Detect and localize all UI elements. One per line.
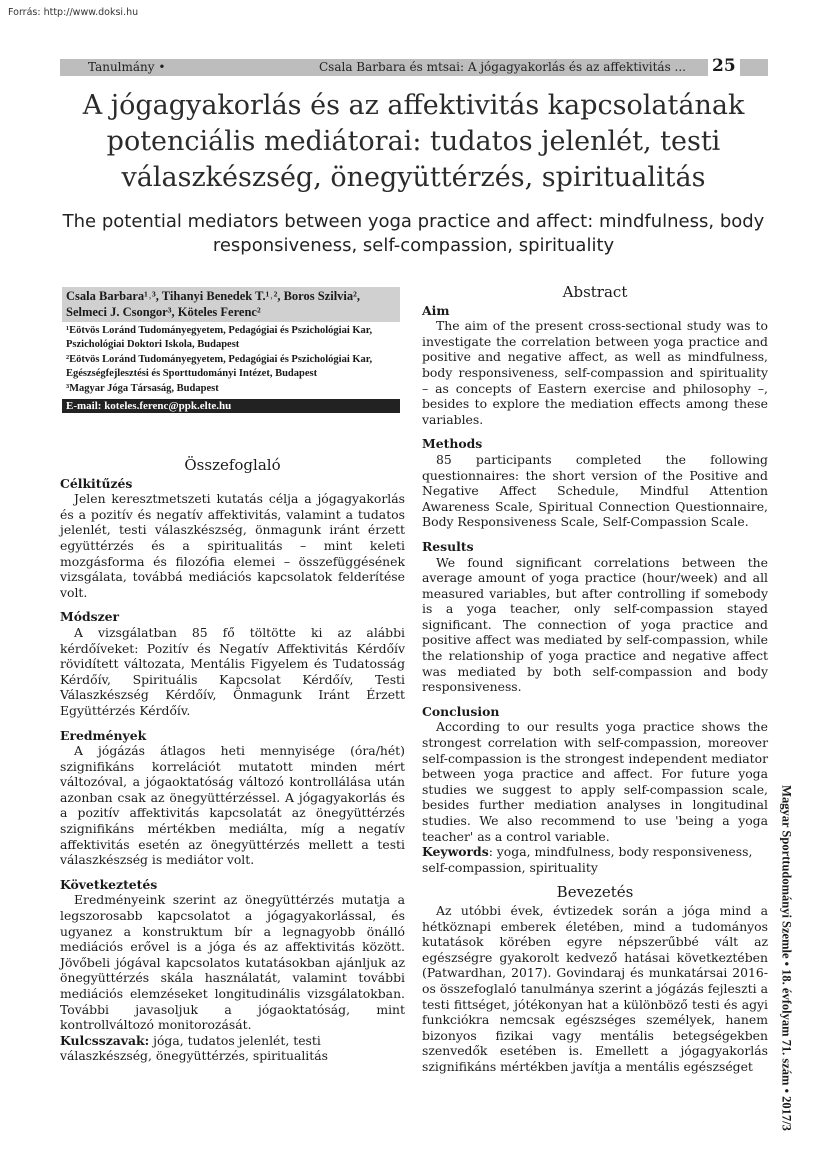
conclusion-heading-en: Conclusion	[422, 703, 500, 719]
keywords-text-en: : yoga, mindfulness, body responsiveness, self-compassion, spirituality	[422, 844, 753, 875]
keywords-hu	[60, 1033, 405, 1064]
source-note: Forrás: http://www.doksi.hu	[8, 7, 139, 18]
aim-text-hu: Jelen keresztmetszeti kutatás célja a jógagyakorlás és a pozitív és negatív affektivitás, valamint a tudatos jelenlét, testi válaszkészség, önmagunk iránt érzett együttérzés és a spiritualitás – mint keleti mozgásforma és filozófia elemei – összefüggésének vizsgálata, továbbá mediációs kapcsolatok felderítése volt.	[60, 491, 405, 600]
introduction-text: Az utóbbi évek, évtizedek során a jóga mind a hétköznapi emberek életében, mind a tudományos kutatások körében egyre népszerűbbé vált az egészségre gyakorolt kedvező hatásai következtében (Patwardhan, 2017). Govindaraj és munkatársai 2016-os összefoglaló tanulmánya szerint a jógázás fejleszti a testi fittséget, jótékonyan hat a különböző testi és agyi funkciókra nemcsak egészséges személyek, hanem bizonyos fizikai vagy mentális betegségekben szenvedők esetében is. Emellett a jógagyakorlás szignifikáns mértékben javítja a mentális egészséget	[422, 902, 768, 1074]
english-abstract	[422, 285, 768, 1075]
results-text-hu: A jógázás átlagos heti mennyisége (óra/hét) szignifikáns korrelációt mutatott minden mért változóval, a jógaoktatóság változó kontrollálása után azonban csak az önegyüttérzéssel. A jógagyakorlás és a pozitív affektivitás kapcsolatát az önegyüttérzés szignifikáns mértékben mediálta, míg a negatív affektivitás esetén az önegyüttérzés mellett a testi válaszkészség is mediátor volt.	[60, 743, 405, 868]
methods-text-hu: A vizsgálatban 85 fő töltötte ki az alábbi kérdőíveket: Pozitív és Negatív Affektivitás Kérdőív rövidített változata, Mentális Figyelem és Tudatosság Kérdőív, Spirituális Kapcsolat Kérdőív, Testi Válaszkészség Kérdőív, Önmagunk Iránt Érzett Együttérzés Kérdőív.	[60, 624, 405, 718]
journal-side-text: Magyar Sporttudományi Szemle • 18. évfolyam 71. szám • 2017/3	[779, 784, 794, 1131]
page-number: 25	[712, 56, 736, 76]
affiliation-2: ²Eötvös Loránd Tudományegyetem, Pedagógiai és Pszichológiai Kar, Egészségfejlesztési és Sporttudományi Intézet, Budapest	[66, 354, 373, 379]
article-subtitle: The potential mediators between yoga practice and affect: mindfulness, body responsiveness, self-compassion, spirituality	[62, 211, 765, 256]
aim-heading-hu: Célkitűzés	[60, 475, 133, 491]
introduction-heading: Bevezetés	[556, 883, 634, 902]
abstract-heading: Abstract	[562, 283, 628, 301]
keywords-en	[422, 844, 768, 875]
conclusion-text-hu: Eredményeink szerint az önegyüttérzés mutatja a legszorosabb kapcsolatot a jógagyakorlással, és ugyanez a konstruktum bír a legnagyobb önálló mediációs erővel is a jóga és az affektivitás között. Jövőbeli jógával kapcsolatos kutatásokban ajánljuk az önegyüttérzés skála használatát, valamint további mediációs elemzéseket longitudinális vizsgálatokban. További javasoljuk a jógaoktatóság, mint kontrollváltozó monitorozását.	[60, 892, 405, 1033]
methods-heading-hu: Módszer	[60, 609, 120, 625]
conclusion-text-en: According to our results yoga practice shows the strongest correlation with self-compassion, moreover self-compassion is the strongest independent mediator between yoga practice and affect. For future yoga studies we suggest to apply self-compassion scale, besides further mediation analyses in longitudinal studies. We also recommend to use 'being a yoga teacher' as a control variable.	[422, 719, 768, 844]
methods-text-en: 85 participants completed the following questionnaires: the short version of the Positive and Negative Affect Schedule, Mindful Attention Awareness Scale, Spiritual Connection Questionnaire, Body Responsiveness Scale, Self-Compassion Scale.	[422, 451, 768, 530]
aim-text-en: The aim of the present cross-sectional study was to investigate the correlation between yoga practice and positive and negative affect, as well as mindfulness, body responsiveness, self-compassion and spirituality – as concepts of Eastern exercise and philosophy –, besides to explore the mediation effects among these variables.	[422, 318, 768, 427]
keywords-label-en: Keywords	[422, 844, 489, 860]
header-section-label: Tanulmány •	[88, 60, 166, 74]
results-text-en: We found significant correlations between the average amount of yoga practice (hour/week) and all measured variables, but after controlling if somebody is a yoga teacher, only self-compassion stayed significant. The connection of yoga practice and positive affect was mediated by self-compassion, while the relationship of yoga practice and negative affect was mediated by both self-compassion and body responsiveness.	[422, 554, 768, 695]
hungarian-summary	[60, 458, 405, 1064]
keywords-label-hu: Kulcsszavak:	[60, 1032, 150, 1048]
results-heading-hu: Eredmények	[60, 727, 147, 743]
header-article-label: Csala Barbara és mtsai: A jógagyakorlás és az affektivitás ...	[319, 60, 686, 74]
running-header	[60, 59, 708, 76]
aim-heading-en: Aim	[422, 302, 450, 318]
author-list: Csala Barbara¹˒³, Tihanyi Benedek T.¹˒², Boros Szilvia², Selmeci J. Csongor³, Köteles Ferenc²	[62, 287, 400, 322]
methods-heading-en: Methods	[422, 436, 483, 452]
author-box	[62, 287, 400, 413]
header-bar-end	[740, 59, 768, 76]
contact-email[interactable]: E-mail: koteles.ferenc@ppk.elte.hu	[62, 399, 400, 413]
results-heading-en: Results	[422, 538, 474, 554]
article-title: A jógagyakorlás és az affektivitás kapcsolatának potenciális mediátorai: tudatos jelenlét, testi válaszkészség, önegyüttérzés, spiritualitás	[82, 90, 745, 193]
conclusion-heading-hu: Következtetés	[60, 876, 158, 892]
affiliation-1: ¹Eötvös Loránd Tudományegyetem, Pedagógiai és Pszichológiai Kar, Pszichológiai Doktori Iskola, Budapest	[66, 325, 373, 350]
affiliation-3: ³Magyar Jóga Társaság, Budapest	[66, 383, 219, 394]
summary-heading: Összefoglaló	[184, 456, 281, 474]
journal-side-label	[775, 780, 797, 1135]
keywords-text-hu: jóga, tudatos jelenlét, testi válaszkészség, önegyüttérzés, spiritualitás	[60, 1032, 328, 1064]
